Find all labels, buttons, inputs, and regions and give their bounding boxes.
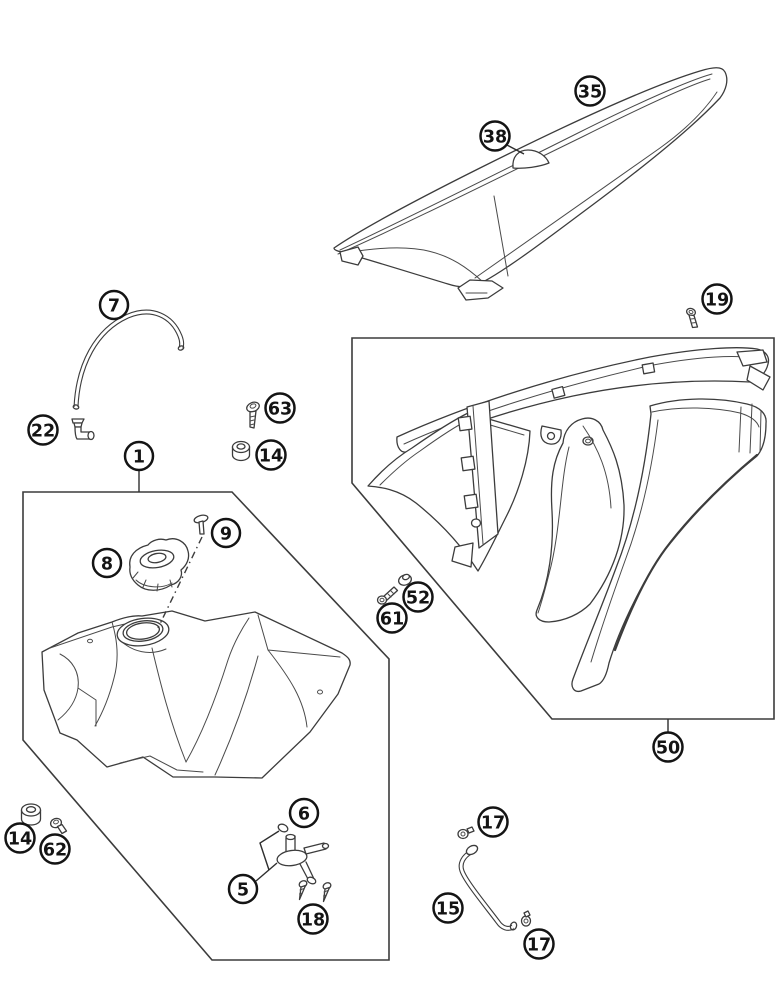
fuel-tap-drawing — [260, 823, 329, 885]
svg-text:52: 52 — [405, 588, 431, 609]
svg-text:14: 14 — [258, 446, 284, 467]
svg-text:7: 7 — [107, 296, 121, 317]
callout-5[interactable] — [229, 875, 257, 903]
svg-text:61: 61 — [379, 609, 405, 630]
vent-fitting-drawing — [72, 419, 94, 440]
svg-text:1: 1 — [132, 447, 146, 468]
callout-9[interactable] — [212, 519, 240, 547]
screw-62-drawing — [49, 817, 66, 834]
callout-7[interactable] — [100, 291, 128, 319]
callout-62[interactable] — [41, 835, 70, 864]
svg-text:62: 62 — [42, 840, 68, 861]
screw-61-drawing — [378, 587, 398, 604]
svg-text:63: 63 — [267, 399, 293, 420]
svg-text:6: 6 — [297, 804, 311, 825]
callout-22[interactable] — [29, 416, 58, 445]
svg-text:17: 17 — [526, 935, 552, 956]
callout-8[interactable] — [93, 549, 121, 577]
callout-6[interactable] — [290, 799, 318, 827]
callout-18[interactable] — [299, 905, 328, 934]
svg-text:8: 8 — [100, 554, 114, 575]
clamp-17-top-drawing — [458, 827, 474, 839]
svg-text:18: 18 — [300, 910, 326, 931]
callout-61[interactable] — [378, 604, 407, 633]
screw-63-drawing — [245, 400, 260, 428]
fuel-hose-drawing — [461, 844, 518, 931]
callout-19[interactable] — [703, 285, 732, 314]
left-spoiler-drawing — [368, 401, 530, 571]
svg-text:35: 35 — [577, 82, 603, 103]
leader-5 — [256, 863, 277, 881]
seat-drawing — [334, 68, 727, 300]
fuel-tank-drawing — [42, 611, 350, 778]
svg-text:9: 9 — [219, 524, 233, 545]
callout-63[interactable] — [266, 394, 295, 423]
seat-hook — [458, 280, 503, 300]
svg-text:19: 19 — [704, 290, 730, 311]
callout-17-top[interactable] — [479, 808, 508, 837]
screw-19-drawing — [686, 307, 698, 327]
bushing-14-bottom-drawing — [22, 804, 41, 825]
callout-14-bottom[interactable] — [6, 824, 35, 853]
svg-text:14: 14 — [7, 829, 33, 850]
callout-14-top[interactable] — [257, 441, 286, 470]
callout-50[interactable] — [654, 733, 683, 762]
vent-hose-drawing — [73, 312, 184, 409]
svg-text:17: 17 — [480, 813, 506, 834]
svg-text:5: 5 — [236, 880, 250, 901]
svg-text:50: 50 — [655, 738, 681, 759]
callout-52[interactable] — [404, 583, 433, 612]
callout-38[interactable] — [481, 122, 510, 151]
bushing-14-top-drawing — [233, 442, 250, 461]
callout-15[interactable] — [434, 894, 463, 923]
svg-text:38: 38 — [482, 127, 508, 148]
callout-17-bottom[interactable] — [525, 930, 554, 959]
svg-text:15: 15 — [435, 899, 461, 920]
callout-1[interactable] — [125, 442, 153, 470]
svg-text:22: 22 — [30, 421, 56, 442]
callout-35[interactable] — [576, 77, 605, 106]
clamp-17-bottom-drawing — [522, 911, 531, 926]
